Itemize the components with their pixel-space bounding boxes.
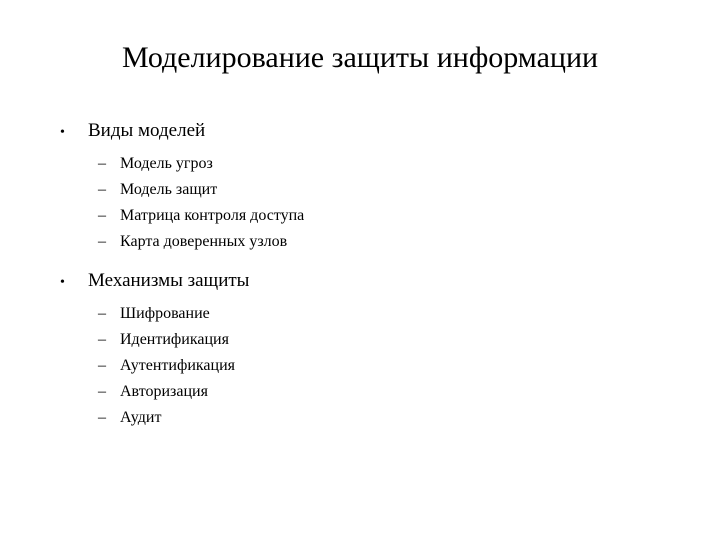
dash-icon: – [98, 357, 106, 374]
bullet-list [60, 115, 680, 441]
dash-icon: – [98, 383, 106, 400]
dash-icon: – [98, 331, 106, 348]
section-heading-row [60, 115, 680, 149]
dash-icon: – [98, 207, 106, 224]
section-model-types [60, 115, 680, 255]
list-item-label: Авторизация [120, 383, 208, 400]
section-heading: Механизмы защиты [88, 270, 250, 291]
list-item [60, 229, 680, 255]
section-heading: Виды моделей [88, 120, 206, 141]
list-item [60, 151, 680, 177]
bullet-icon: • [60, 125, 65, 140]
dash-icon: – [98, 181, 106, 198]
bullet-icon: • [60, 275, 65, 290]
dash-icon: – [98, 305, 106, 322]
section-protection-mechanisms [60, 265, 680, 431]
list-item-label: Аутентификация [120, 357, 236, 374]
sub-list [60, 301, 680, 431]
list-item [60, 301, 680, 327]
dash-icon: – [98, 409, 106, 426]
list-item [60, 405, 680, 431]
dash-icon: – [98, 155, 106, 172]
list-item-label: Модель защит [120, 181, 218, 198]
list-item [60, 203, 680, 229]
list-item [60, 353, 680, 379]
list-item [60, 379, 680, 405]
dash-icon: – [98, 233, 106, 250]
slide-title: Моделирование защиты информации [121, 41, 599, 74]
list-item-label: Идентификация [120, 331, 229, 348]
list-item-label: Матрица контроля доступа [120, 207, 305, 224]
section-heading-row [60, 265, 680, 299]
list-item [60, 177, 680, 203]
list-item [60, 327, 680, 353]
list-item-label: Шифрование [120, 305, 210, 322]
list-item-label: Карта доверенных узлов [120, 233, 288, 250]
list-item-label: Аудит [120, 409, 162, 426]
list-item-label: Модель угроз [120, 155, 213, 172]
sub-list [60, 151, 680, 255]
